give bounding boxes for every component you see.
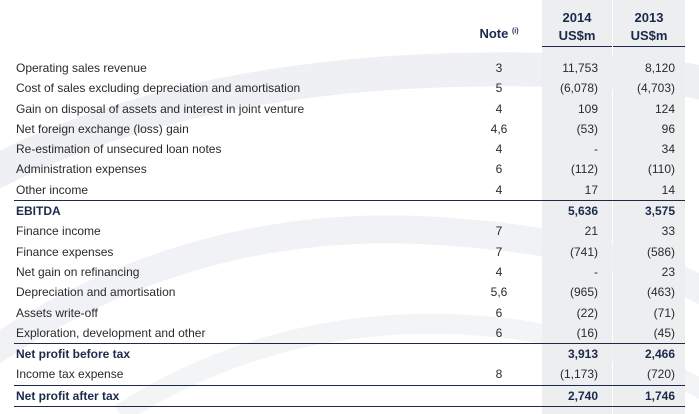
row-label: Other income bbox=[16, 182, 89, 197]
row-value-2013: 8,120 bbox=[644, 61, 675, 75]
table-row bbox=[14, 58, 685, 78]
row-label: Operating sales revenue bbox=[16, 61, 147, 75]
column-header-2013-year: 2013 bbox=[634, 10, 664, 25]
row-note: 4 bbox=[495, 182, 503, 197]
row-value-2014: - bbox=[594, 142, 598, 157]
row-label: Net gain on refinancing bbox=[16, 264, 140, 279]
row-label: Re-estimation of unsecured loan notes bbox=[16, 142, 222, 157]
row-value-2013: (4,703) bbox=[636, 81, 675, 96]
table-body bbox=[14, 58, 685, 407]
row-label: Cost of sales excluding depreciation and amortisation bbox=[16, 81, 301, 96]
table-row bbox=[14, 180, 685, 200]
row-value-2014: (6,078) bbox=[559, 81, 598, 96]
table-row bbox=[14, 262, 685, 282]
row-value-2014: (22) bbox=[576, 305, 598, 320]
row-value-2013: 14 bbox=[661, 182, 675, 197]
table-row-subtotal bbox=[14, 200, 685, 221]
table-row bbox=[14, 221, 685, 241]
column-header-2014-unit: US$m bbox=[558, 28, 596, 43]
note-superscript: (i) bbox=[511, 28, 519, 35]
row-value-2014: (16) bbox=[576, 325, 598, 340]
table-row bbox=[14, 303, 685, 323]
row-label: Depreciation and amortisation bbox=[16, 285, 176, 300]
row-value-2014: (53) bbox=[576, 121, 598, 136]
row-value-2013: (463) bbox=[646, 285, 675, 300]
column-header-2013-unit: US$m bbox=[630, 28, 668, 43]
row-value-2013: (71) bbox=[653, 305, 675, 320]
row-value-2014: 11,753 bbox=[562, 61, 598, 75]
table-row bbox=[14, 78, 685, 98]
row-note: 5 bbox=[495, 81, 503, 96]
row-value-2013: (720) bbox=[646, 367, 675, 382]
row-label: Net profit before tax bbox=[16, 347, 131, 362]
row-note: 4 bbox=[495, 142, 503, 157]
row-note: 4 bbox=[495, 101, 503, 116]
row-value-2013: 34 bbox=[661, 142, 675, 157]
row-value-2013: (45) bbox=[653, 325, 675, 340]
note-column-header: Note $^{(i)}$ bbox=[479, 26, 519, 41]
row-value-2013: 124 bbox=[654, 101, 675, 116]
table-row bbox=[14, 242, 685, 262]
row-value-2014: 21 bbox=[584, 224, 598, 239]
row-value-2014: - bbox=[594, 264, 598, 279]
table-row bbox=[14, 364, 685, 384]
row-value-2014: (112) bbox=[570, 162, 598, 177]
row-value-2013: 33 bbox=[661, 224, 675, 239]
row-label: Net foreign exchange (loss) gain bbox=[16, 121, 189, 136]
row-value-2014: (1,173) bbox=[559, 367, 598, 382]
header-underline-2013 bbox=[613, 46, 685, 47]
row-value-2014: 17 bbox=[584, 182, 598, 197]
row-note: 6 bbox=[495, 325, 503, 340]
row-note: 4,6 bbox=[490, 121, 508, 136]
row-note: 6 bbox=[495, 305, 503, 320]
header-underline-2014 bbox=[542, 46, 612, 47]
row-value-2013: 23 bbox=[661, 264, 675, 279]
table-row bbox=[14, 323, 685, 343]
row-value-2014: (965) bbox=[569, 285, 598, 300]
row-note: 6 bbox=[495, 162, 503, 177]
row-value-2013: 1,746 bbox=[644, 388, 675, 403]
row-note: 4 bbox=[495, 264, 503, 279]
row-value-2013: 96 bbox=[661, 121, 675, 136]
table-row bbox=[14, 99, 685, 119]
row-label: Income tax expense bbox=[16, 367, 124, 382]
row-label: Administration expenses bbox=[16, 162, 147, 177]
table-row-subtotal bbox=[14, 343, 685, 364]
row-note: 5,6 bbox=[490, 285, 508, 300]
row-note: 3 bbox=[495, 61, 503, 75]
row-label: EBITDA bbox=[16, 204, 61, 219]
row-value-2013: (110) bbox=[647, 162, 675, 177]
row-label: Net profit after tax bbox=[16, 388, 120, 403]
row-value-2014: 109 bbox=[577, 101, 598, 116]
row-note: 7 bbox=[495, 244, 503, 259]
table-row bbox=[14, 139, 685, 159]
table-row-subtotal bbox=[14, 385, 685, 407]
row-value-2013: 2,466 bbox=[644, 347, 675, 362]
row-label: Gain on disposal of assets and interest in joint venture bbox=[16, 101, 305, 116]
row-note: 7 bbox=[495, 224, 503, 239]
row-value-2014: 3,913 bbox=[567, 347, 598, 362]
row-value-2013: (586) bbox=[646, 244, 675, 259]
row-value-2013: 3,575 bbox=[644, 204, 675, 219]
column-header-2014-year: 2014 bbox=[562, 10, 592, 25]
row-value-2014: (741) bbox=[569, 244, 598, 259]
row-value-2014: 2,740 bbox=[567, 388, 598, 403]
row-note: 8 bbox=[495, 367, 503, 382]
row-label: Exploration, development and other bbox=[16, 325, 206, 340]
row-label: Finance income bbox=[16, 224, 101, 239]
row-label: Assets write-off bbox=[16, 305, 98, 320]
table-row bbox=[14, 119, 685, 139]
table-row bbox=[14, 159, 685, 179]
row-label: Finance expenses bbox=[16, 244, 114, 259]
row-value-2014: 5,636 bbox=[567, 204, 598, 219]
table-row bbox=[14, 282, 685, 302]
